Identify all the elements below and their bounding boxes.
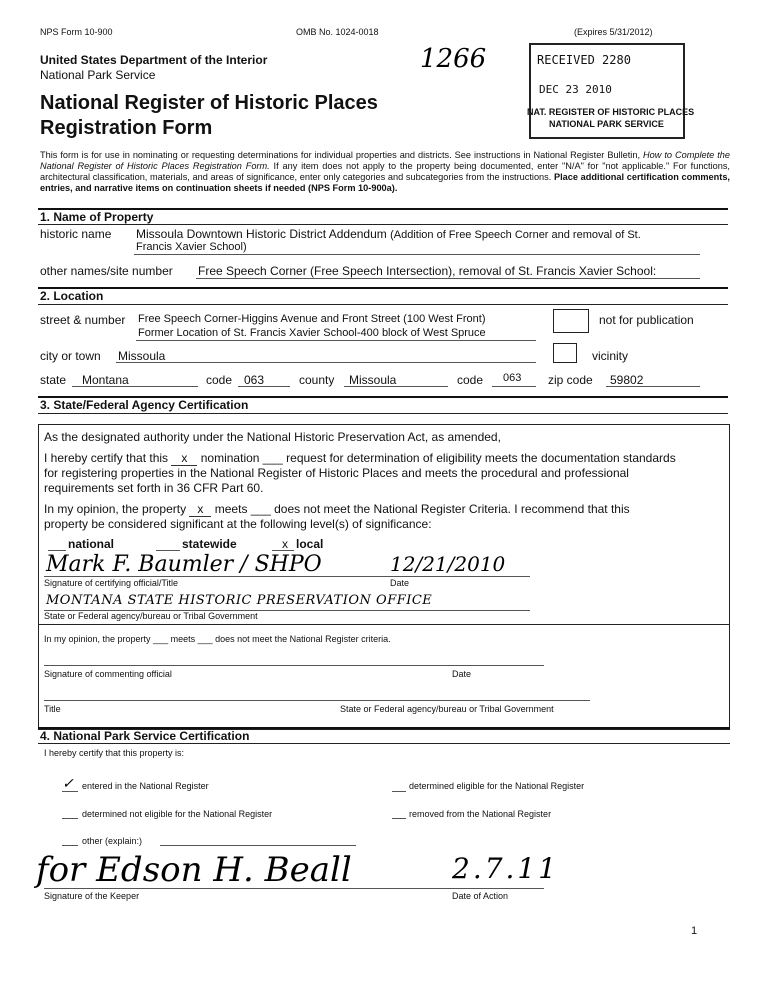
divider (38, 743, 730, 744)
field-underline (392, 818, 406, 819)
instructions-paragraph (40, 150, 730, 194)
certifying-date: 12/21/2010 (390, 552, 506, 576)
opinion-text: meets ___ does not meet the National Register Criteria. I recommend that this (214, 502, 630, 516)
signature-label: Signature of certifying official/Title (44, 578, 179, 588)
historic-name-continued: Francis Xavier School) (136, 241, 247, 253)
option-not-eligible: determined not eligible for the National Register (82, 809, 273, 819)
agency-label: State or Federal agency/bureau or Tribal Government (44, 611, 258, 621)
vicinity-checkbox[interactable] (553, 343, 577, 363)
zip-label: zip code (548, 373, 593, 387)
title-line (44, 700, 590, 701)
field-underline (606, 386, 700, 387)
keeper-signature-line (44, 888, 544, 889)
comment-opinion: In my opinion, the property ___ meets ___ does not meet the National Register criteria. (44, 634, 391, 644)
certify-text: nomination ___ request for determination of eligibility meets the documentation standards (200, 451, 676, 465)
stamp-nps: NATIONAL PARK SERVICE (549, 119, 664, 129)
field-underline (156, 550, 180, 551)
omb-number: OMB No. 1024-0018 (296, 27, 379, 37)
field-underline (134, 254, 700, 255)
county-code-label: code (457, 373, 484, 387)
state-value: Montana (82, 373, 129, 387)
received-stamp (527, 43, 695, 139)
certify-text: I hereby certify that this (44, 451, 169, 465)
level-local: local (296, 537, 324, 551)
opinion-text: In my opinion, the property (44, 502, 187, 516)
title-label: Title (44, 704, 61, 714)
section-2-heading: 2. Location (40, 289, 104, 303)
section-4-heading: 4. National Park Service Certification (40, 729, 250, 743)
historic-name-value (136, 227, 641, 241)
field-underline (136, 340, 536, 341)
county-code-value: 063 (503, 372, 522, 384)
instructions-p3: Place additional certification comments, entries, and narrative items on continuation sheets if needed (NPS Form 10-900a). (40, 172, 730, 193)
level-statewide: statewide (182, 537, 237, 551)
city-value: Missoula (118, 349, 166, 363)
option-determined-eligible: determined eligible for the National Register (409, 781, 585, 791)
option-entered: entered in the National Register (82, 781, 209, 791)
certifying-signature: Mark F. Baumler / SHPO (46, 552, 322, 577)
date-label: Date (390, 578, 410, 588)
zip-value: 59802 (610, 373, 644, 387)
nps-certify-intro: I hereby certify that this property is: (44, 748, 185, 758)
form-number: NPS Form 10-900 (40, 27, 113, 37)
street-value-1: Free Speech Corner-Higgins Avenue and Front Street (100 West Front) (138, 313, 486, 325)
state-code-label: code (206, 373, 233, 387)
handwritten-number: 1266 (420, 44, 487, 74)
street-label: street & number (40, 313, 126, 327)
county-label: county (299, 373, 335, 387)
keeper-signature: for Edson H. Beall (36, 850, 352, 890)
opinion-line-1 (44, 502, 630, 517)
field-underline (48, 550, 66, 551)
field-underline (62, 845, 78, 846)
historic-name-main: Missoula Downtown Historic District Addendum (136, 227, 387, 241)
comment-signature-line (44, 665, 544, 666)
certify-line-1 (44, 451, 676, 466)
stamp-date: DEC 23 2010 (539, 83, 612, 96)
action-date-label: Date of Action (452, 891, 509, 901)
certifying-office: MONTANA STATE HISTORIC PRESERVATION OFFICE (46, 593, 433, 608)
section-3-heading: 3. State/Federal Agency Certification (40, 398, 249, 412)
divider (38, 304, 728, 305)
form-title-line2: Registration Form (40, 117, 213, 139)
page-number: 1 (691, 925, 698, 937)
other-names-value: Free Speech Corner (Free Speech Intersection), removal of St. Francis Xavier School: (198, 264, 657, 278)
not-for-publication-label: not for publication (599, 313, 694, 327)
field-underline (62, 818, 78, 819)
vicinity-label: vicinity (592, 349, 629, 363)
divider (38, 224, 728, 225)
stamp-register: NAT. REGISTER OF HISTORIC PLACES (527, 107, 695, 117)
entered-check-mark: ✓ (62, 776, 74, 792)
field-underline (492, 386, 536, 387)
street-value-2: Former Location of St. Francis Xavier School-400 block of West Spruce (138, 327, 486, 339)
keeper-label: Signature of the Keeper (44, 891, 140, 901)
level-local-mark: x (282, 537, 288, 551)
state-code-value: 063 (244, 373, 265, 387)
action-date: 2.7.11 (452, 852, 560, 885)
divider (38, 413, 728, 414)
instructions-p1: This form is for use in nominating or requesting determinations for individual properties and districts. See instructions in National Register Bulletin, (40, 150, 641, 160)
state-label: state (40, 373, 67, 387)
city-label: city or town (40, 349, 101, 363)
instructions-bulletin-title: How to Complete the National Register of Historic Places Registration Form. (40, 150, 730, 171)
option-removed: removed from the National Register (409, 809, 552, 819)
historic-name-label: historic name (40, 227, 112, 241)
certify-line-3: requirements set forth in 36 CFR Part 60. (44, 481, 264, 495)
not-for-publication-checkbox[interactable] (553, 309, 589, 333)
field-underline (272, 550, 294, 551)
signature-line (44, 576, 530, 577)
section-1-heading: 1. Name of Property (40, 210, 154, 224)
historic-name-note: (Addition of Free Speech Corner and removal of St. (390, 229, 641, 241)
field-underline (392, 791, 406, 792)
field-underline (238, 386, 290, 387)
field-underline (196, 278, 700, 279)
field-underline (116, 362, 536, 363)
option-other: other (explain:) (82, 836, 143, 846)
certify-line-2: for registering properties in the National Register of Historic Places and meets the procedural and professional (44, 466, 629, 480)
divider (38, 287, 728, 289)
other-names-label: other names/site number (40, 264, 173, 278)
comment-date-label: Date (452, 669, 472, 679)
field-underline (344, 386, 448, 387)
county-value: Missoula (349, 373, 397, 387)
expiration: (Expires 5/31/2012) (574, 27, 653, 37)
nomination-mark: x (171, 451, 197, 466)
opinion-line-2: property be considered significant at the following level(s) of significance: (44, 517, 432, 531)
department: United States Department of the Interior (40, 53, 268, 67)
instructions-p2: If any item does not apply to the property being documented, enter "N/A" for "not applicable." For functions, architectural classification, materials, and areas of significance, enter only categories and subcategories from the instructions. (40, 161, 730, 182)
authority-statement: As the designated authority under the National Historic Preservation Act, as amended, (44, 430, 501, 444)
title-agency-label: State or Federal agency/bureau or Tribal Government (340, 704, 554, 714)
divider (38, 624, 730, 625)
stamp-received: RECEIVED 2280 (537, 53, 631, 67)
field-underline (72, 386, 198, 387)
level-national: national (68, 537, 115, 551)
comment-signature-label: Signature of commenting official (44, 669, 172, 679)
field-underline (160, 845, 356, 846)
meets-mark: x (189, 502, 211, 517)
agency: National Park Service (40, 68, 156, 82)
form-title-line1: National Register of Historic Places (40, 92, 378, 114)
